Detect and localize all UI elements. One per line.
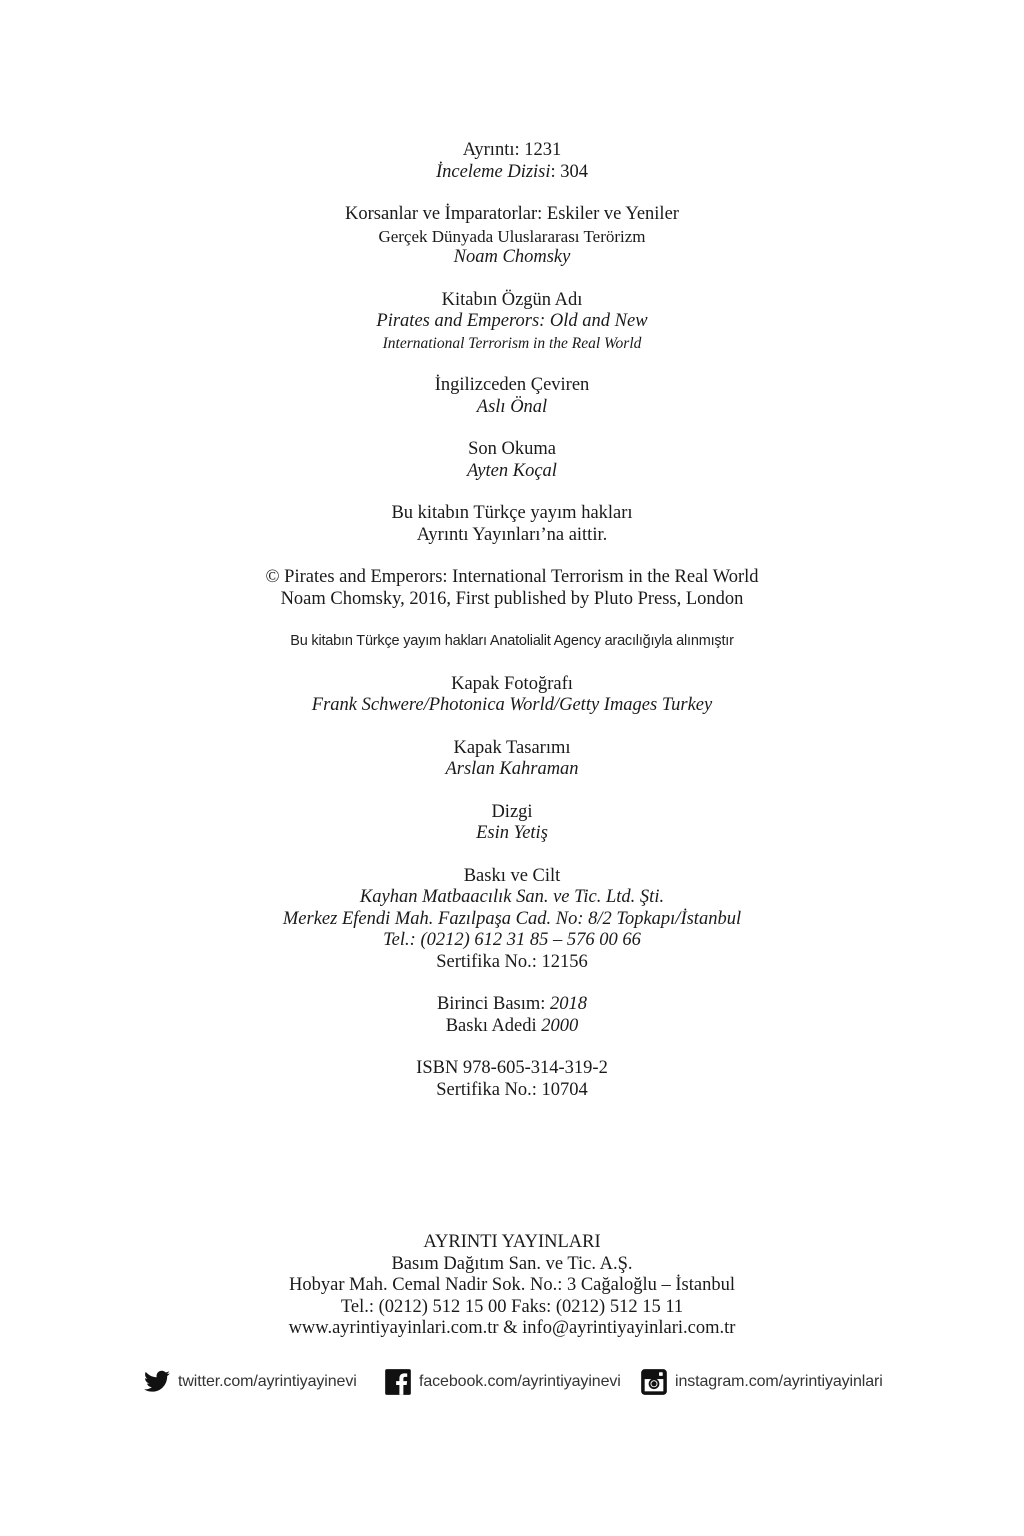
facebook-link[interactable]: facebook.com/ayrintiyayinevi (419, 1373, 621, 1390)
isbn: ISBN 978-605-314-319-2 (416, 1058, 608, 1078)
proofreader-label: Son Okuma (468, 439, 556, 459)
printing-phone: Tel.: (0212) 612 31 85 – 576 00 66 (383, 930, 641, 950)
print-run-line (0, 1016, 1024, 1038)
first-edition-year: 2018 (550, 994, 588, 1014)
publisher-name: AYRINTI YAYINLARI (423, 1232, 601, 1252)
book-title: Korsanlar ve İmparatorlar: Eskiler ve Yeniler (345, 204, 679, 224)
social-facebook (384, 1366, 621, 1398)
translator-label: İngilizceden Çeviren (434, 375, 590, 395)
series-line: Ayrıntı: 1231 (462, 140, 562, 160)
publisher-company: Basım Dağıtım San. ve Tic. A.Ş. (391, 1253, 633, 1274)
first-edition-line (0, 994, 1024, 1016)
typesetting-name: Esin Yetiş (476, 823, 548, 843)
original-subtitle: International Terrorism in the Real World (382, 334, 642, 352)
publisher-phone: Tel.: (0212) 512 15 00 Faks: (0212) 512 15 11 (340, 1296, 684, 1317)
print-run-label: Baskı Adedi (445, 1015, 542, 1036)
publisher-address: Hobyar Mah. Cemal Nadir Sok. No.: 3 Cağaloğlu – İstanbul (289, 1275, 735, 1295)
translator-name: Aslı Önal (476, 396, 548, 417)
copyright-line-2: Noam Chomsky, 2016, First published by Pluto Press, London (280, 588, 744, 609)
instagram-icon (640, 1368, 668, 1396)
rights-line-2: Ayrıntı Yayınları’na aittir. (416, 524, 608, 545)
facebook-icon (384, 1368, 412, 1396)
print-run-value: 2000 (541, 1015, 579, 1036)
cover-photo-name: Frank Schwere/Photonica World/Getty Images Turkey (311, 695, 713, 715)
social-instagram (640, 1366, 883, 1398)
sub-series-label: İnceleme Dizisi (435, 161, 551, 182)
cover-design-label: Kapak Tasarımı (453, 737, 571, 758)
typesetting-label: Dizgi (491, 801, 533, 822)
publisher-block (0, 1232, 1024, 1340)
social-twitter (143, 1366, 357, 1398)
printing-label: Baskı ve Cilt (463, 865, 561, 886)
publisher-web: www.ayrintiyayinlari.com.tr & info@ayrintiyayinlari.com.tr (288, 1318, 736, 1338)
cover-design-name: Arslan Kahraman (445, 759, 579, 779)
first-edition-label: Birinci Basım: (436, 994, 551, 1014)
sub-series-number: : 304 (550, 161, 589, 182)
copyright-line-1: © Pirates and Emperors: International Terrorism in the Real World (265, 567, 759, 587)
printing-certificate: Sertifika No.: 12156 (436, 951, 588, 972)
cover-photo-label: Kapak Fotoğrafı (451, 673, 573, 694)
agency-note: Bu kitabın Türkçe yayım hakları Anatolialit Agency aracılığıyla alınmıştır (290, 633, 734, 649)
book-subtitle: Gerçek Dünyada Uluslararası Terörizm (378, 226, 646, 246)
printing-address: Merkez Efendi Mah. Fazılpaşa Cad. No: 8/2 Topkapı/İstanbul (282, 908, 742, 929)
colophon-block (0, 140, 1024, 1101)
twitter-link[interactable]: twitter.com/ayrintiyayinevi (178, 1373, 357, 1390)
printing-company: Kayhan Matbaacılık San. ve Tic. Ltd. Şti. (359, 887, 665, 907)
proofreader-name: Ayten Koçal (467, 460, 557, 481)
sub-series-line (0, 162, 1024, 184)
publisher-certificate: Sertifika No.: 10704 (436, 1079, 588, 1100)
book-author: Noam Chomsky (453, 247, 571, 267)
instagram-link[interactable]: instagram.com/ayrintiyayinlari (675, 1373, 883, 1390)
original-title-label: Kitabın Özgün Adı (441, 289, 583, 310)
twitter-icon (143, 1368, 171, 1396)
original-title: Pirates and Emperors: Old and New (376, 311, 648, 331)
rights-line-1: Bu kitabın Türkçe yayım hakları (391, 503, 633, 523)
